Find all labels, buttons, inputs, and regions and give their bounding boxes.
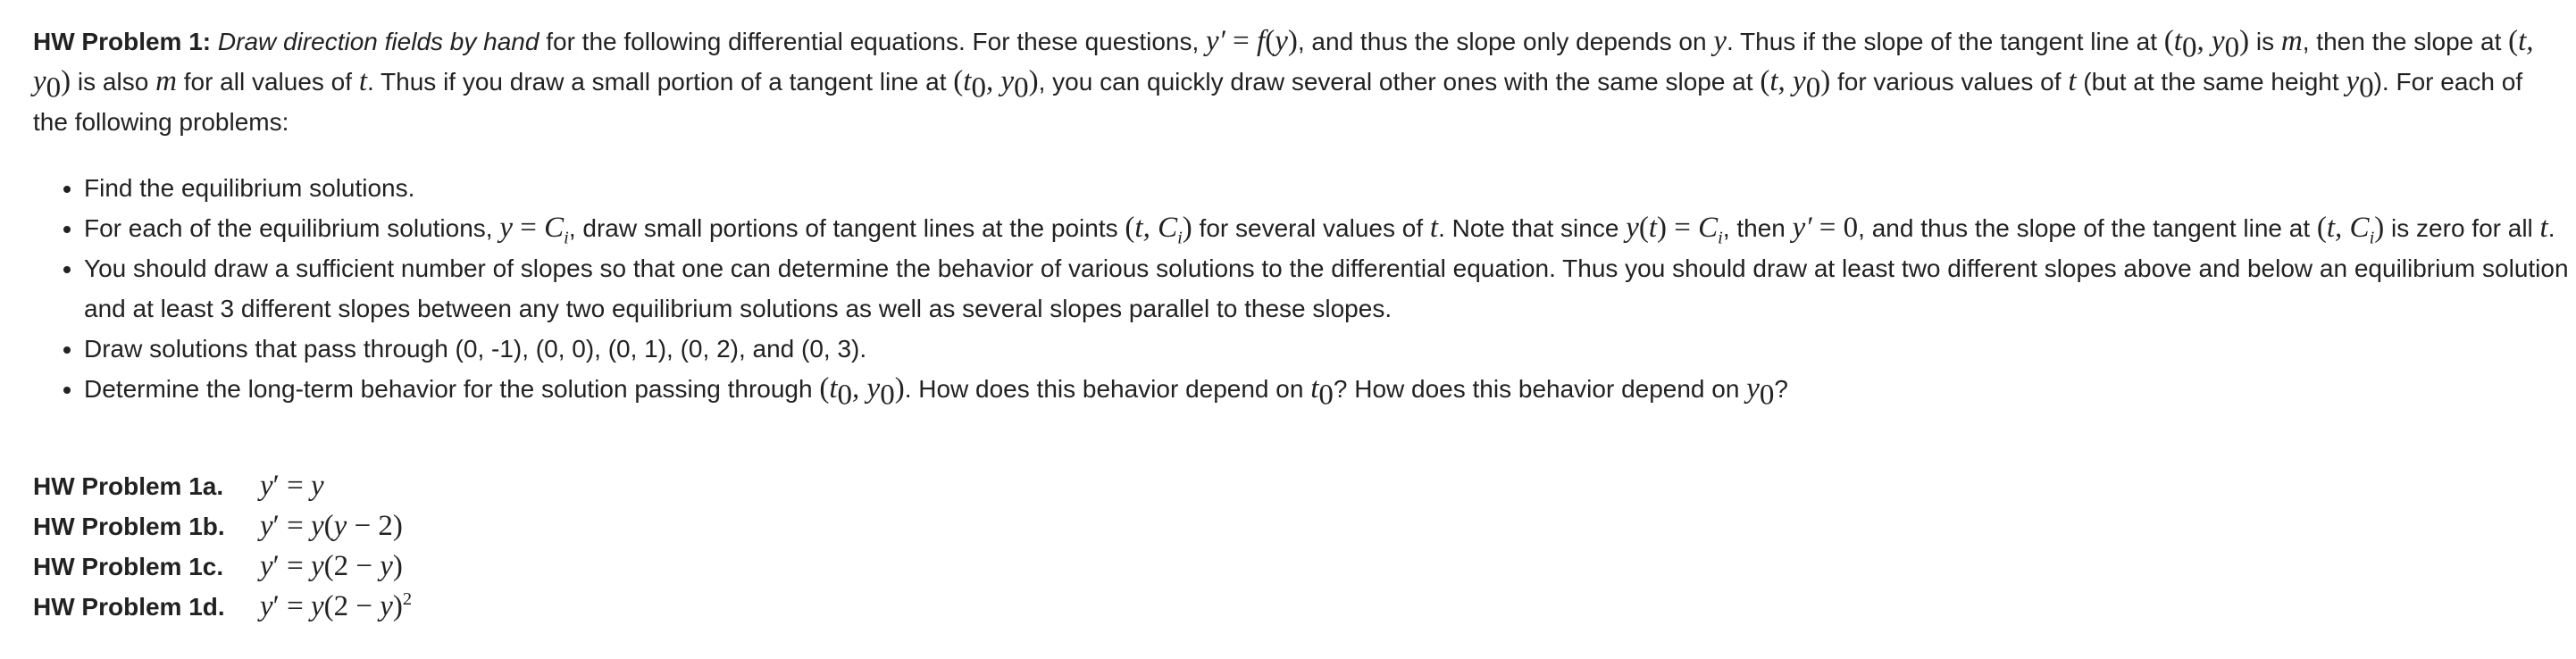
math-point-t0-y0: ($t_0$, $y_0$)	[2163, 25, 2250, 64]
intro-paragraph: HW Problem 1: Draw direction fields by hand for the following differential equations. For these questions, y′ = f(y), and thus the slope only depends on y. Thus if the slope of the tangent line at ($t_0$, $y_0$) is m, then the slope at (t, $y_0$) is also m for all values of t. Thus if you draw a small portion of a tangent line at ($t_0$, $y_0$), you can quickly draw several other ones with the same slope at (t, $y_0$) for various values of t (but at the same height $y_0$). For each of the following problems:	[33, 25, 2534, 136]
problem-row	[33, 470, 412, 510]
math-t: t	[2539, 212, 2548, 244]
math-point-t-y0: (t, $y_0$)	[1760, 65, 1831, 104]
math-yprime-eq-fy: y′ = f(y)	[1206, 25, 1298, 57]
list-item: • For each of the equilibrium solutions, $y = C_i$, draw small portions of tangent lines at the points (t, $C_i$) for several values of t. Note that since $y(t) = C_i$, then y′ = 0, and thus the slope of the tangent line at (t, $C_i$) is zero for all t.	[84, 208, 2576, 248]
problem-label: HW Problem 1b.	[33, 513, 225, 540]
math-t: t	[2068, 65, 2077, 97]
problem-list	[33, 470, 412, 630]
math-y-eq-ci: $y = C_i$	[499, 212, 569, 248]
list-item: • Find the equilibrium solutions.	[84, 168, 2576, 208]
list-item: • Determine the long-term behavior for the solution passing through ($t_0$, $y_0$). How does this behavior depend on $t_0$? How does this behavior depend on $y_0$?	[84, 369, 2576, 409]
problem-equation: $y' = y(2 - y)^2$	[260, 589, 413, 622]
math-y0: $y_0$	[2346, 65, 2374, 104]
instruction-emphasis: Draw direction fields by hand	[217, 28, 539, 55]
problem-equation: y′ = y(2 − y)	[260, 550, 403, 582]
math-point-t-ci: (t, $C_i$)	[2316, 212, 2385, 248]
problem-row	[33, 510, 412, 550]
problem-equation: y′ = y	[260, 470, 324, 502]
problem-label: HW Problem 1d.	[33, 593, 225, 621]
problem-label: HW Problem 1c.	[33, 553, 224, 580]
math-point-t-y0: (t, $y_0$)	[33, 25, 2534, 104]
math-t0: $t_0$	[1310, 372, 1334, 412]
math-point-t-ci: (t, $C_i$)	[1125, 212, 1192, 248]
problem-row	[33, 590, 412, 630]
problem-row	[33, 550, 412, 590]
math-t: t	[358, 65, 367, 97]
math-y: y	[1713, 25, 1727, 57]
math-m: m	[155, 65, 177, 97]
list-item: • Draw solutions that pass through (0, -1), (0, 0), (0, 1), (0, 2), and (0, 3).	[84, 329, 2576, 369]
problem-heading: HW Problem 1:	[33, 28, 212, 55]
math-yt-eq-ci: $y(t) = C_i$	[1626, 212, 1723, 248]
math-t: t	[1429, 212, 1439, 244]
math-point-t0-y0: ($t_0$, $y_0$)	[819, 372, 905, 412]
problem-label: HW Problem 1a.	[33, 472, 224, 500]
math-point-t0-y0: ($t_0$, $y_0$)	[953, 65, 1039, 104]
math-m: m	[2280, 25, 2303, 57]
math-y0: $y_0$	[1746, 372, 1775, 412]
list-item: • You should draw a sufficient number of slopes so that one can determine the behavior of various solutions to the differential equation. Thus you should draw at least two different slopes above and below an equilibrium solution and at least 3 different slopes between any two equilibrium solutions as well as several slopes parallel to these slopes.	[84, 248, 2576, 329]
math-yprime-eq-zero: y′ = 0	[1792, 212, 1859, 244]
problem-equation: y′ = y(y − 2)	[260, 510, 403, 542]
instruction-list	[33, 168, 2576, 412]
